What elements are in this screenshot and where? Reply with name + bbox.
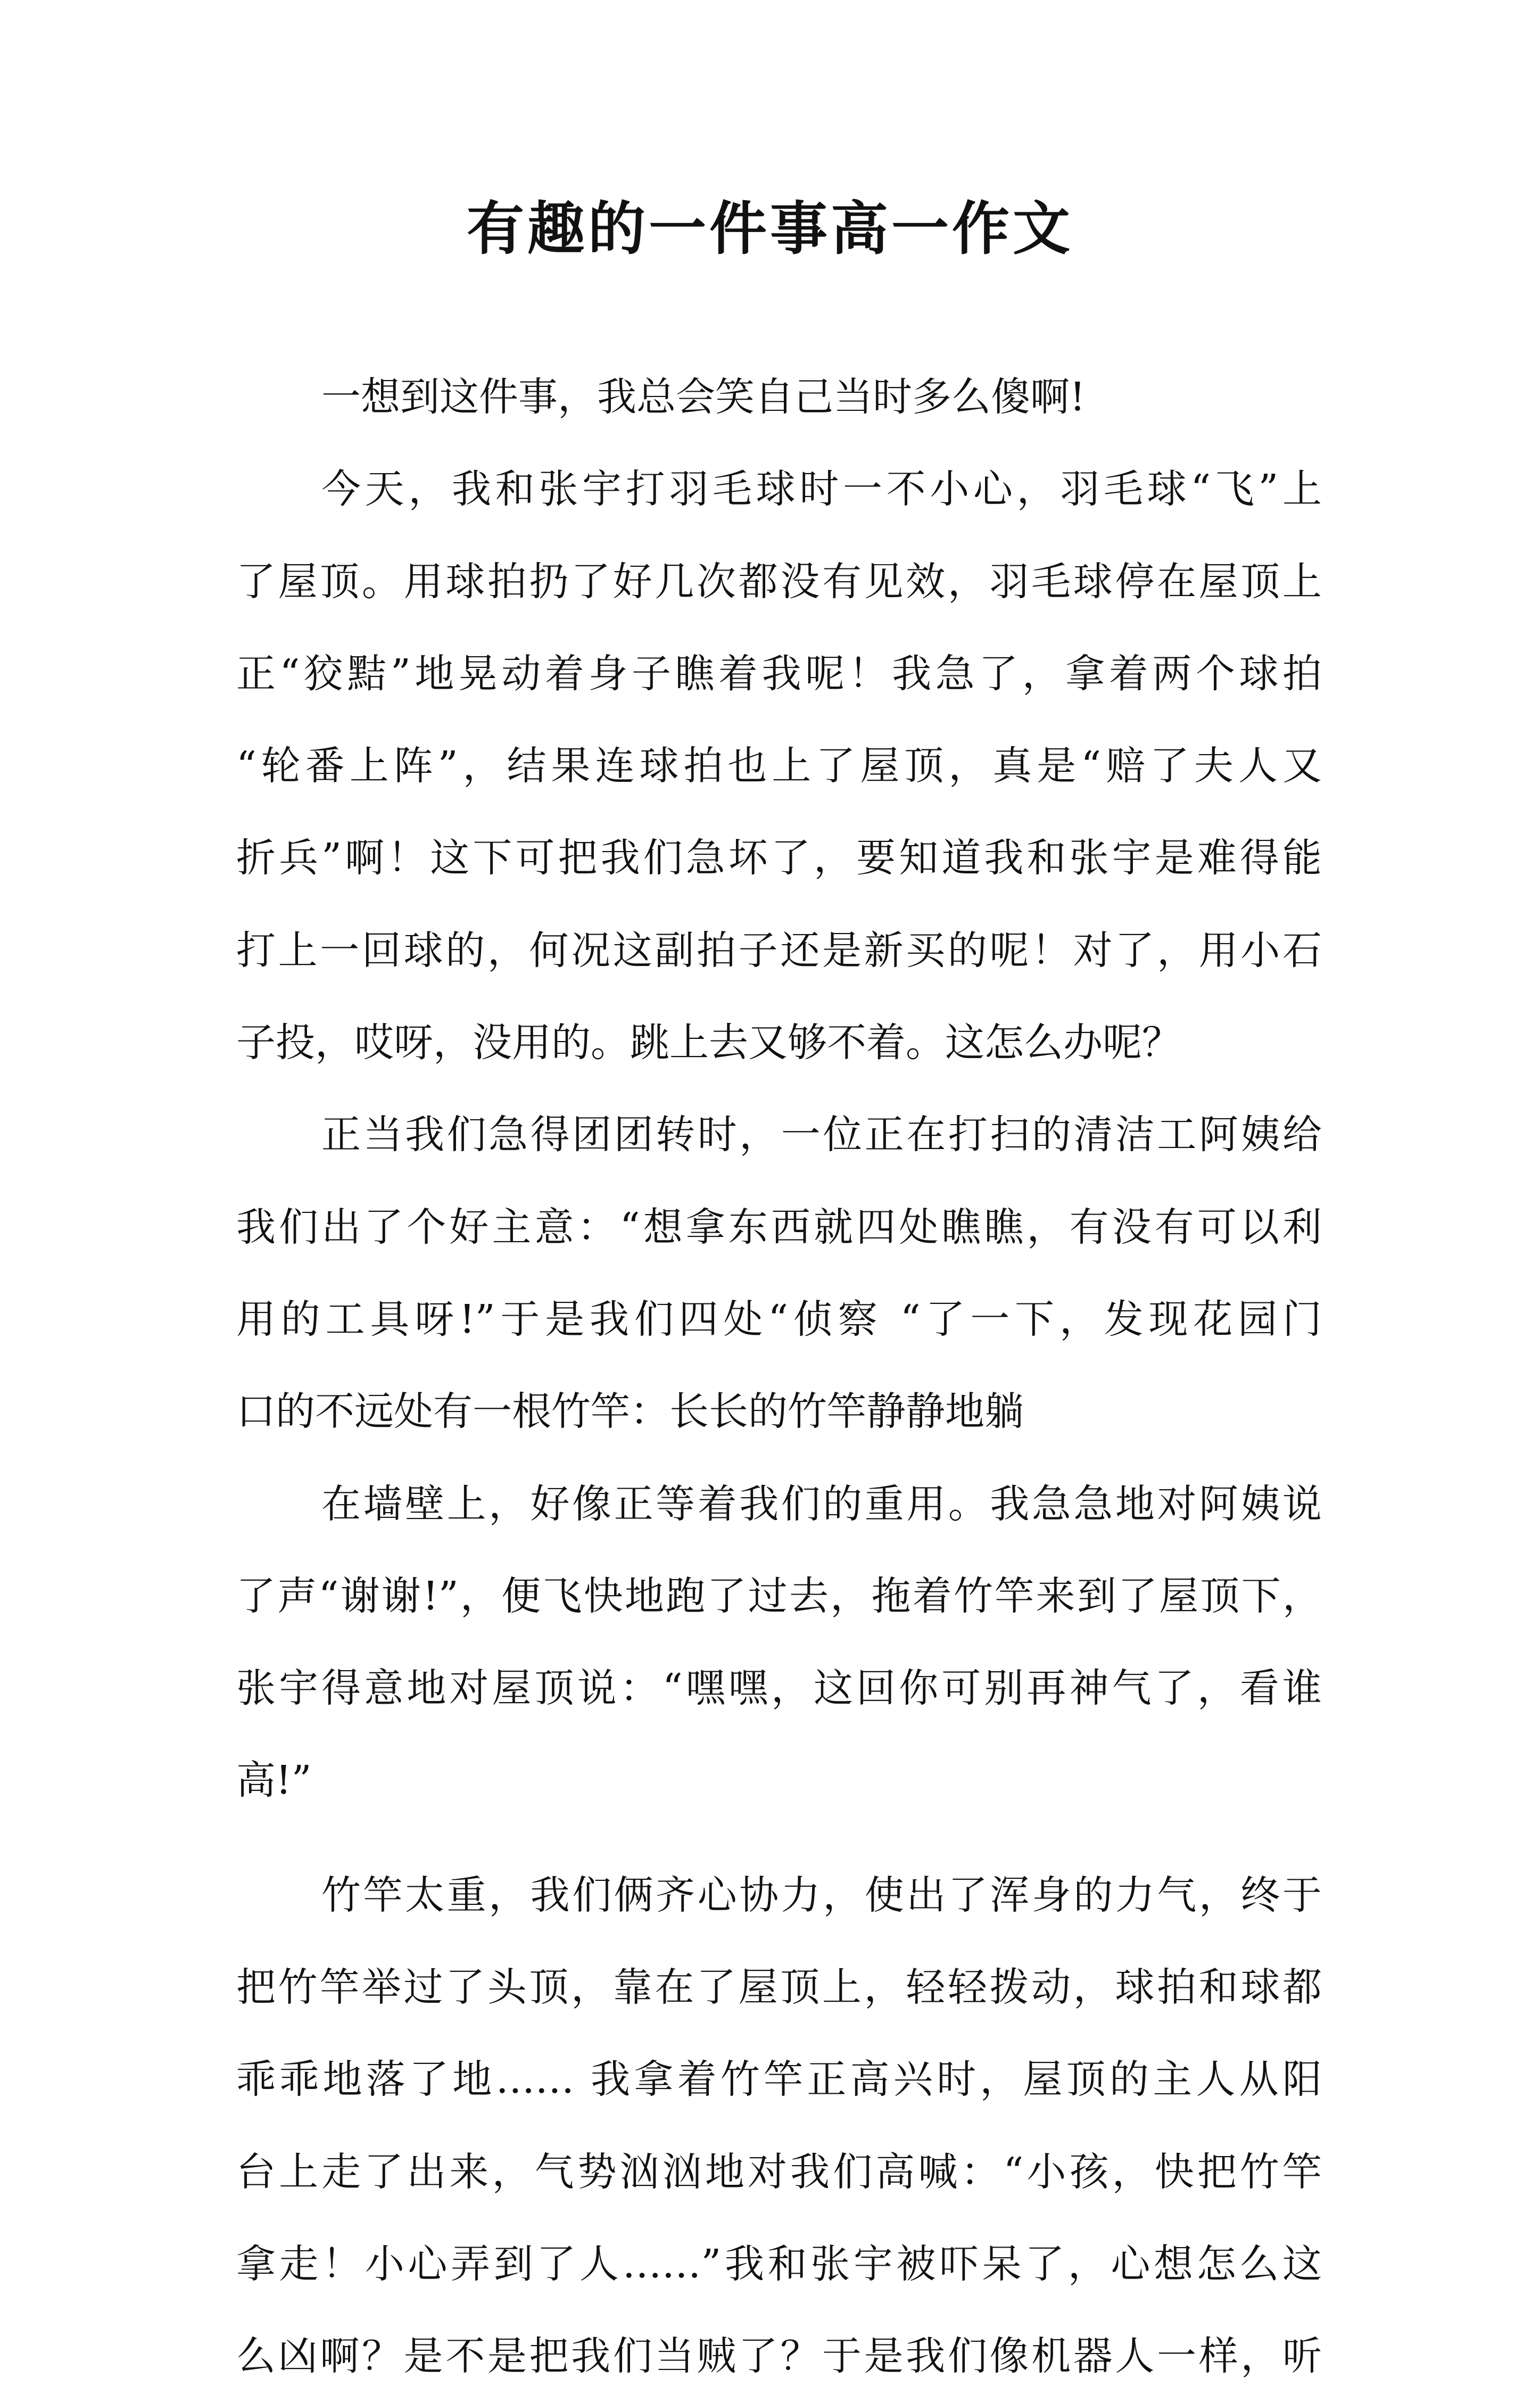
paragraph-4 [236,1458,1322,1827]
text-line: 在墙壁上，好像正等着我们的重用。我急急地对阿姨说 [321,1481,1322,1527]
text-line: 把竹竿举过了头顶，靠在了屋顶上，轻轻拨动，球拍和球都 [236,1964,1322,2011]
text-line: 打上一回球的，何况这副拍子还是新买的呢！对了，用小石 [236,927,1322,973]
document-body [236,351,1322,2403]
text-line: 正当我们急得团团转时，一位正在打扫的清洁工阿姨给 [321,1112,1322,1158]
text-line: 拿走！小心弄到了人……”我和张宇被吓呆了，心想怎么这 [236,2241,1322,2287]
text-line: 竹竿太重，我们俩齐心协力，使出了浑身的力气，终于 [321,1872,1322,1918]
text-line: 了声“谢谢!”，便飞快地跑了过去，拖着竹竿来到了屋顶下， [236,1573,1322,1619]
text-line: 今天，我和张宇打羽毛球时一不小心，羽毛球“飞”上 [321,466,1322,513]
text-line: 了屋顶。用球拍扔了好几次都没有见效，羽毛球停在屋顶上 [236,558,1322,605]
text-line: 折兵”啊！这下可把我们急坏了，要知道我和张宇是难得能 [236,835,1322,881]
paragraph-3 [236,1089,1322,1458]
text-line: 张宇得意地对屋顶说：“嘿嘿，这回你可别再神气了，看谁 [236,1665,1322,1712]
text-line: 台上走了出来，气势汹汹地对我们高喊：“小孩，快把竹竿 [236,2149,1322,2195]
text-line: “轮番上阵”，结果连球拍也上了屋顶，真是“赔了夫人又 [236,743,1322,789]
text-line: 子投，哎呀，没用的。跳上去又够不着。这怎么办呢？ [236,1020,1181,1066]
text-line: 一想到这件事，我总会笑自己当时多么傻啊! [321,374,1086,420]
paragraph-2 [236,443,1322,1089]
text-line: 用的工具呀!”于是我们四处“侦察 “了一下，发现花园门 [236,1296,1322,1342]
text-line: 么凶啊？是不是把我们当贼了？于是我们像机器人一样，听 [236,2333,1322,2380]
text-line: 口的不远处有一根竹竿：长长的竹竿静静地躺 [236,1389,1024,1435]
text-line: 我们出了个好主意：“想拿东西就四处瞧瞧，有没有可以利 [236,1204,1322,1250]
paragraph-gap [236,1827,1322,1849]
text-line: 正“狡黠”地晃动着身子瞧着我呢！我急了，拿着两个球拍 [236,650,1322,697]
text-line: 高!” [236,1757,312,1804]
paragraph-5 [236,1849,1322,2403]
document-title: 有趣的一件事高一作文 [466,195,1073,262]
text-line: 乖乖地落了地…… 我拿着竹竿正高兴时，屋顶的主人从阳 [236,2057,1322,2103]
paragraph-1 [236,351,1322,443]
